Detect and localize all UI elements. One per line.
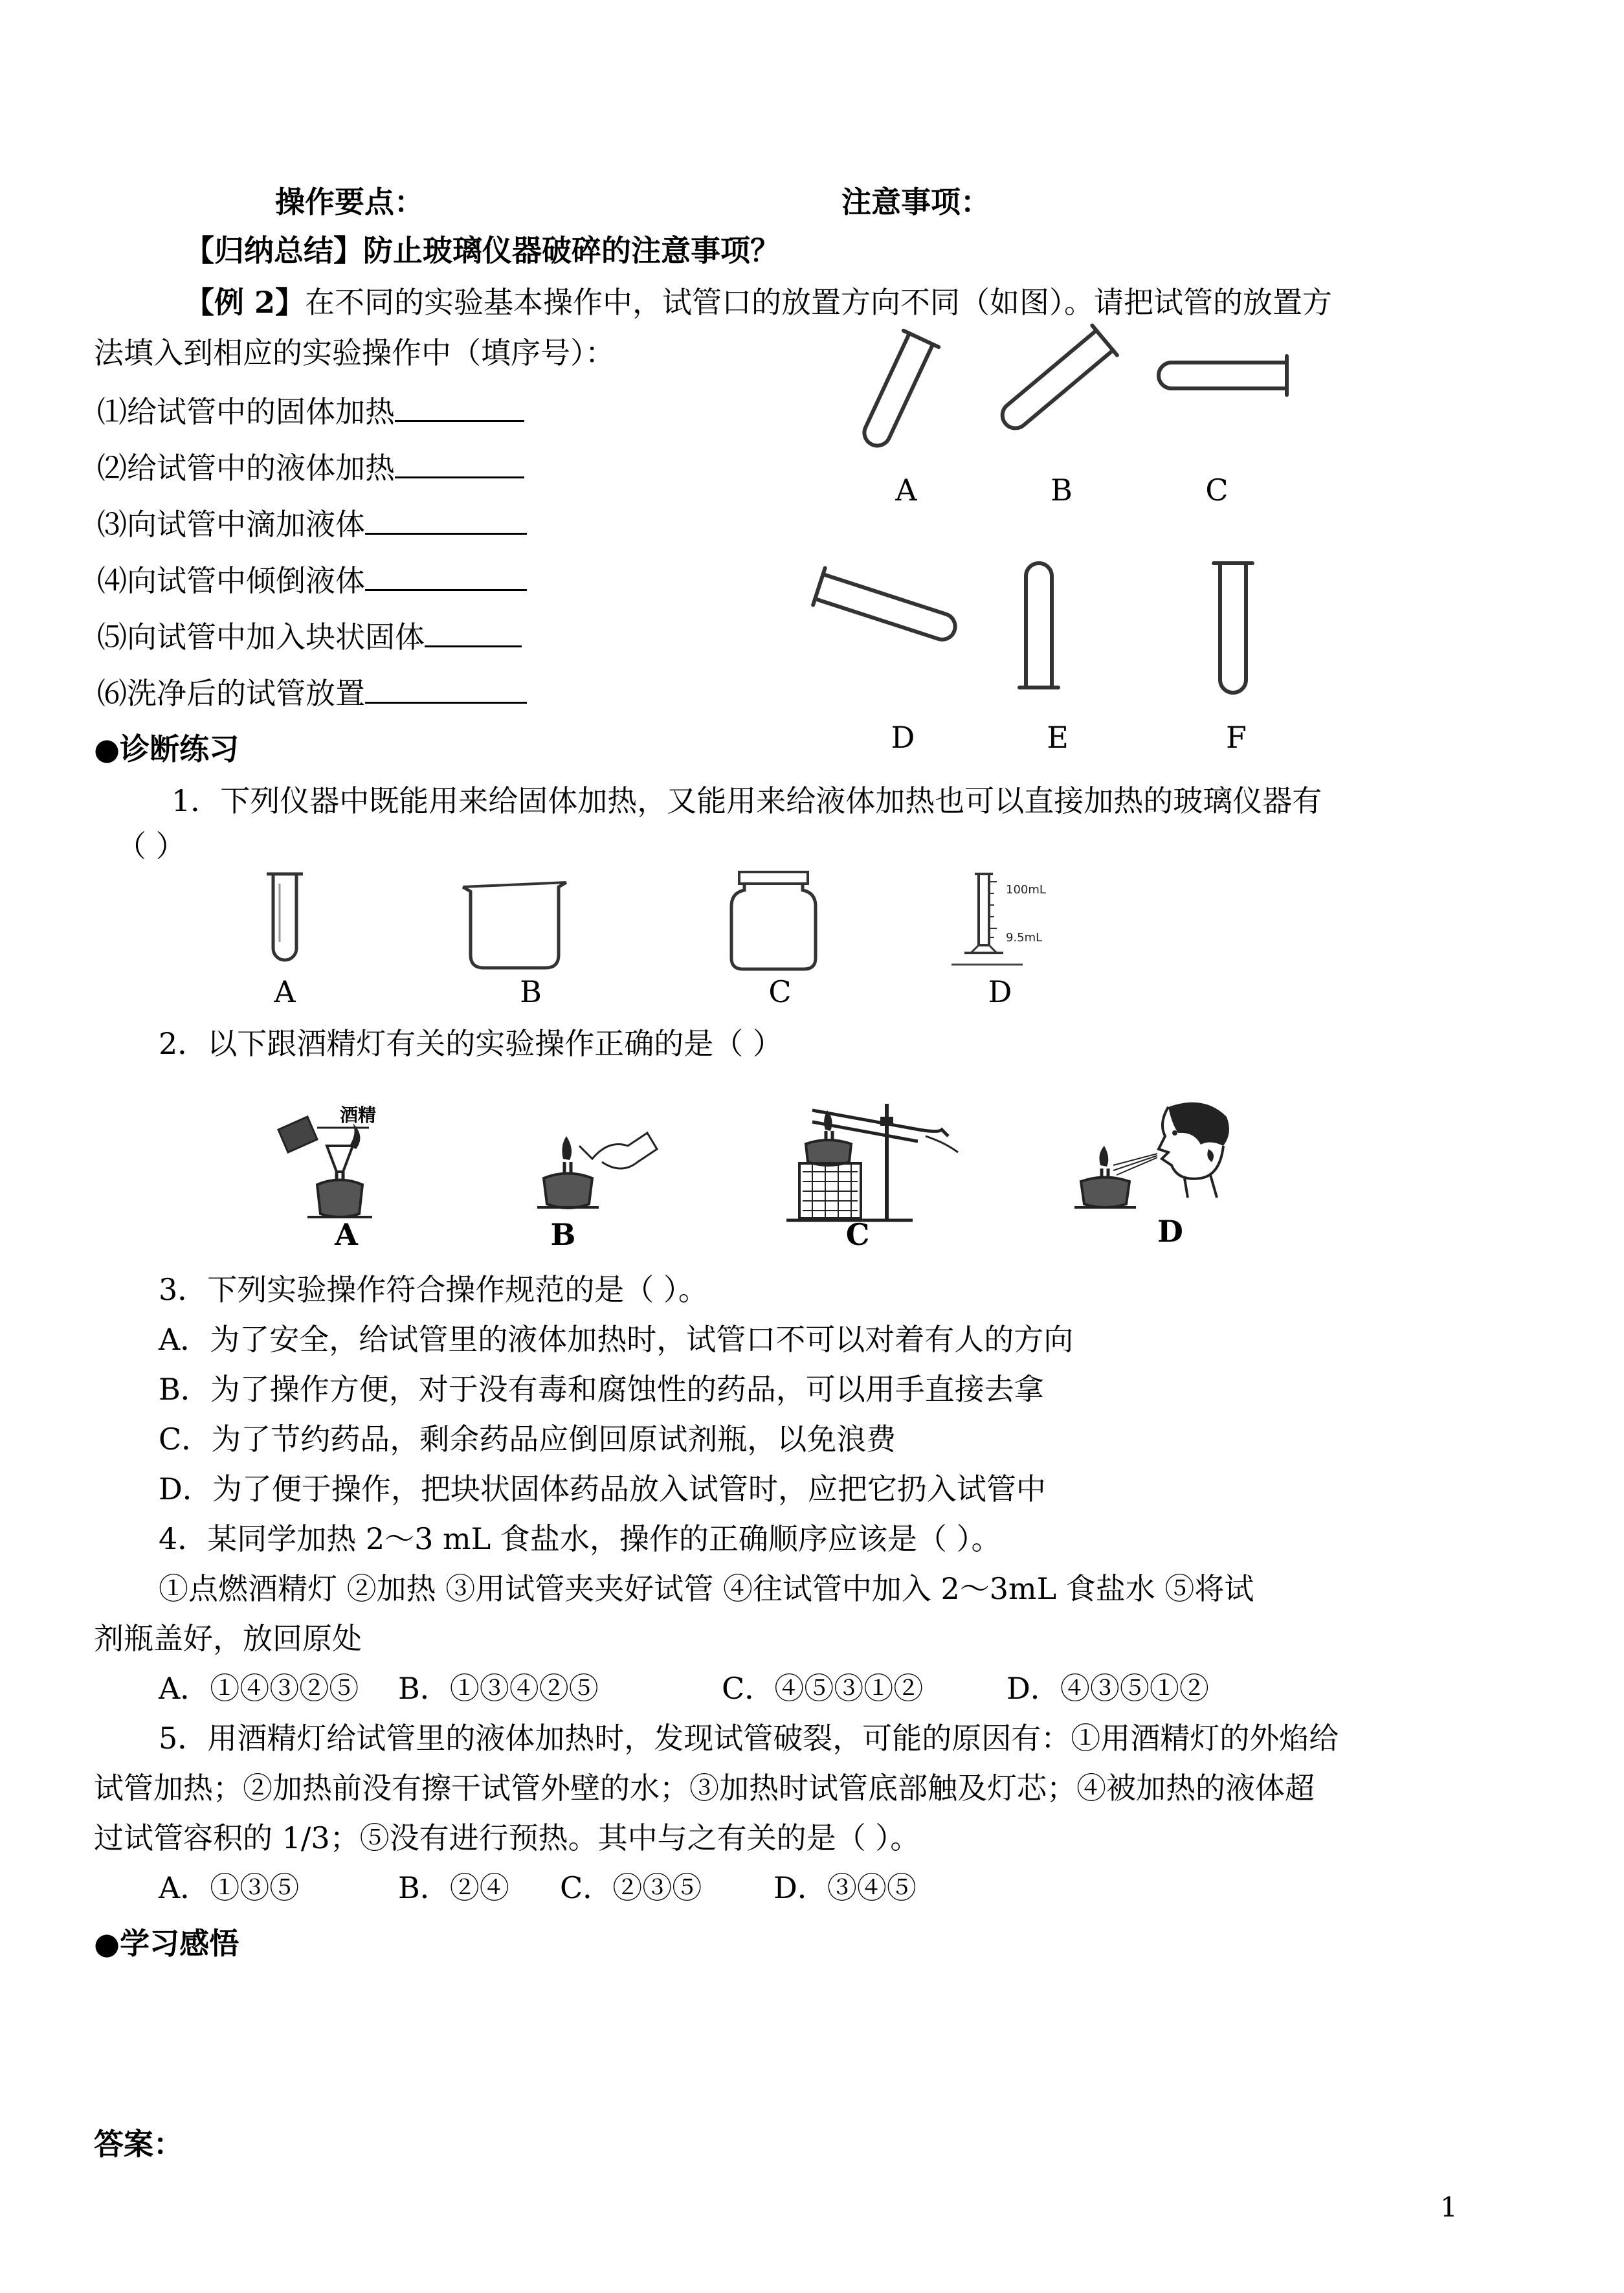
q1-label-a: A: [274, 974, 296, 1009]
q2-apparatus-c-figure: [777, 1091, 971, 1230]
q4-stem: 4．某同学加热 2～3 mL 食盐水，操作的正确顺序应该是（ ）。: [159, 1521, 1001, 1556]
q4-option-d: D．④③⑤①②: [1007, 1671, 1209, 1706]
tube-label-d: D: [891, 720, 915, 755]
q5-option-a: A．①③⑤: [159, 1870, 300, 1905]
q1-line2: （ ）: [117, 829, 186, 864]
example2-item-3: ⑶向试管中滴加液体: [97, 504, 527, 542]
q4-steps-line1: ①点燃酒精灯 ②加热 ③用试管夹夹好试管 ④往试管中加入 2～3mL 食盐水 ⑤将试: [159, 1571, 1254, 1606]
tube-label-f: F: [1226, 720, 1247, 755]
summary-question: 【归纳总结】防止玻璃仪器破碎的注意事项？: [184, 233, 780, 268]
q2-label-b: B: [550, 1217, 576, 1252]
q2-stem: 2．以下跟酒精灯有关的实验操作正确的是（ ）: [159, 1026, 783, 1061]
tube-label-a: A: [895, 473, 917, 508]
answer-blank-1[interactable]: [395, 392, 524, 422]
q1-beaker-figure: [456, 877, 573, 971]
tube-label-e: E: [1047, 720, 1069, 755]
q1-label-b: B: [520, 974, 542, 1009]
q2-person-blowing-d-figure: [1062, 1094, 1236, 1230]
q1-graduated-cylinder-figure: [939, 867, 1107, 974]
q1-cylinder-mark-bottom: 9.5mL: [1006, 931, 1043, 945]
example2-item-1: ⑴给试管中的固体加热: [97, 392, 524, 430]
example2-text: 在不同的实验基本操作中，试管口的放置方向不同（如图）。请把试管的放置方: [305, 285, 1333, 320]
q5-line1: 5．用酒精灯给试管里的液体加热时，发现试管破裂，可能的原因有：①用酒精灯的外焰给: [159, 1721, 1339, 1756]
q3-option-a: A．为了安全，给试管里的液体加热时，试管口不可以对着有人的方向: [159, 1322, 1074, 1357]
q2-label-c: C: [845, 1217, 870, 1252]
q1-cylinder-mark-top: 100mL: [1006, 883, 1046, 897]
tube-e-figure: [1010, 550, 1068, 699]
q5-line2: 试管加热；②加热前没有擦干试管外壁的水；③加热时试管底部触及灯芯；④被加热的液体超: [94, 1771, 1315, 1806]
example2-line1: [184, 285, 1332, 320]
tube-a-figure: [835, 324, 951, 453]
q3-option-b: B．为了操作方便，对于没有毒和腐蚀性的药品，可以用手直接去拿: [159, 1372, 1044, 1407]
example2-item-5: ⑸向试管中加入块状固体: [97, 617, 522, 655]
q5-option-b: B．②④: [398, 1870, 509, 1905]
q3-stem: 3．下列实验操作符合操作规范的是（ ）。: [159, 1272, 708, 1307]
q5-line3: 过试管容积的 1/3；⑤没有进行预热。其中与之有关的是（ ）。: [94, 1820, 920, 1855]
q1-label-d: D: [988, 974, 1012, 1009]
answer-heading: 答案：: [94, 2127, 183, 2162]
tube-d-figure: [803, 557, 971, 660]
example2-item-6: ⑹洗净后的试管放置: [97, 673, 527, 711]
q3-option-d: D．为了便于操作，把块状固体药品放入试管时，应把它扔入试管中: [159, 1471, 1046, 1506]
tube-label-c: C: [1205, 473, 1229, 508]
tube-f-figure: [1204, 557, 1262, 706]
q4-steps-line2: 剂瓶盖好，放回原处: [94, 1621, 362, 1656]
page-number: 1: [1440, 2191, 1458, 2223]
q2-label-d: D: [1157, 1214, 1183, 1249]
q1-test-tube-figure: [259, 867, 311, 971]
diagnosis-heading: ●诊断练习: [94, 732, 239, 766]
q4-option-b: B．①③④②⑤: [398, 1671, 599, 1706]
reflection-heading: ●学习感悟: [94, 1926, 239, 1961]
q5-option-c: C．②③⑤: [560, 1870, 702, 1905]
example2-item-4: ⑷向试管中倾倒液体: [97, 561, 527, 599]
answer-blank-3[interactable]: [365, 504, 527, 535]
notes-heading: 注意事项：: [841, 185, 990, 219]
tube-label-b: B: [1051, 473, 1073, 508]
q1-label-c: C: [768, 974, 792, 1009]
answer-blank-2[interactable]: [395, 448, 524, 478]
q5-option-d: D．③④⑤: [773, 1870, 917, 1905]
answer-blank-4[interactable]: [365, 561, 527, 591]
example2-line2: 法填入到相应的实验操作中（填序号）：: [94, 335, 615, 370]
q2-label-a: A: [335, 1217, 358, 1252]
q4-option-c: C．④⑤③①②: [722, 1671, 924, 1706]
answer-blank-6[interactable]: [365, 673, 527, 704]
op-points-heading: 操作要点：: [275, 185, 424, 219]
q3-option-c: C．为了节约药品，剩余药品应倒回原试剂瓶，以免浪费: [159, 1422, 896, 1457]
tube-c-figure: [1146, 350, 1295, 408]
answer-blank-5[interactable]: [425, 617, 522, 647]
q4-option-a: A．①④③②⑤: [159, 1671, 359, 1706]
q1-line1: 1．下列仪器中既能用来给固体加热，又能用来给液体加热也可以直接加热的玻璃仪器有: [172, 783, 1322, 818]
example2-tag: 【例 2】: [184, 285, 306, 320]
q2-alcohol-label: 酒精: [340, 1104, 377, 1126]
q1-gas-jar-figure: [725, 871, 822, 974]
example2-item-2: ⑵给试管中的液体加热: [97, 448, 524, 486]
q2-lamp-b-figure: [518, 1101, 673, 1230]
tube-b-figure: [977, 324, 1133, 440]
